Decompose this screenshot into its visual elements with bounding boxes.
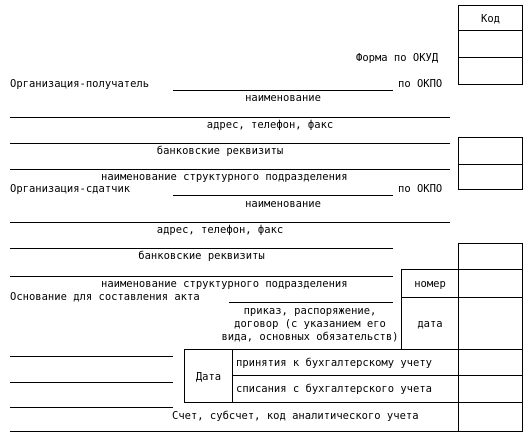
dates-label: Дата: [195, 371, 222, 383]
date-writeoff-label: списания с бухгалтерского учета: [236, 383, 432, 395]
recipient-address-caption: адрес, телефон, факс: [206, 119, 334, 131]
blank-line-2[interactable]: [10, 382, 173, 383]
basis-number-label: номер: [414, 278, 446, 290]
date-accept-label-cell: [232, 349, 459, 376]
sender-name-line-2[interactable]: [10, 222, 450, 223]
sender-subdivision-caption: наименование структурного подразделения: [101, 278, 348, 290]
recipient-address-line[interactable]: [10, 143, 450, 144]
recipient-bank-line[interactable]: [10, 169, 450, 170]
recipient-bank-caption: банковские реквизиты: [156, 145, 284, 157]
basis-caption-line-3: вида, основных обязательств): [221, 331, 399, 343]
recipient-label: Организация-получатель: [10, 78, 150, 90]
recipient-name-caption: наименование: [245, 92, 321, 104]
sender-name-line[interactable]: [173, 195, 393, 196]
sender-address-caption: адрес, телефон, факс: [156, 224, 284, 236]
dates-label-cell: [184, 349, 233, 403]
basis-label: Основание для составления акта: [10, 291, 200, 303]
sender-label: Организация-сдатчик: [10, 183, 131, 195]
sender-name-caption: наименование: [245, 198, 321, 210]
sender-address-line[interactable]: [10, 248, 393, 249]
recipient-name-line-2[interactable]: [10, 117, 450, 118]
sender-okpo-label: по ОКПО: [398, 183, 443, 195]
code-header: Код: [481, 13, 500, 25]
form-okud-label: Форма по ОКУД: [356, 52, 439, 64]
account-code-value-cell[interactable]: [458, 402, 523, 432]
recipient-okpo-label: по ОКПО: [398, 78, 443, 90]
okpo-recipient-code-cell[interactable]: [458, 57, 523, 85]
recipient-subdivision-caption: наименование структурного подразделения: [101, 171, 348, 183]
sender-bank-caption: банковские реквизиты: [138, 250, 265, 262]
basis-date-value-cell[interactable]: [458, 297, 523, 350]
okud-code-cell[interactable]: [458, 30, 523, 58]
basis-date-label-cell: [401, 297, 459, 350]
blank-line-1[interactable]: [10, 356, 173, 357]
basis-document-line[interactable]: [229, 302, 393, 303]
account-label: Счет, субсчет, код аналитического учета: [172, 410, 419, 422]
sender-bank-line[interactable]: [10, 276, 393, 277]
date-writeoff-label-cell: [232, 375, 459, 403]
basis-caption-line-2: договор (с указанием его: [234, 318, 386, 330]
basis-date-label: дата: [417, 318, 443, 330]
blank-line-3[interactable]: [10, 407, 173, 408]
okpo-recipient-extra-cell[interactable]: [458, 137, 523, 165]
basis-number-label-cell: [401, 269, 459, 298]
sender-extra-cell[interactable]: [458, 243, 523, 270]
recipient-name-line[interactable]: [173, 90, 393, 91]
basis-number-value-cell[interactable]: [458, 269, 523, 298]
date-writeoff-value-cell[interactable]: [458, 375, 523, 403]
okpo-sender-code-cell[interactable]: [458, 164, 523, 190]
date-accept-value-cell[interactable]: [458, 349, 523, 376]
code-header-cell: [458, 5, 523, 31]
account-line[interactable]: [10, 431, 458, 432]
basis-caption-line-1: приказ, распоряжение,: [243, 305, 377, 317]
date-accept-label: принятия к бухгалтерскому учету: [236, 357, 432, 369]
